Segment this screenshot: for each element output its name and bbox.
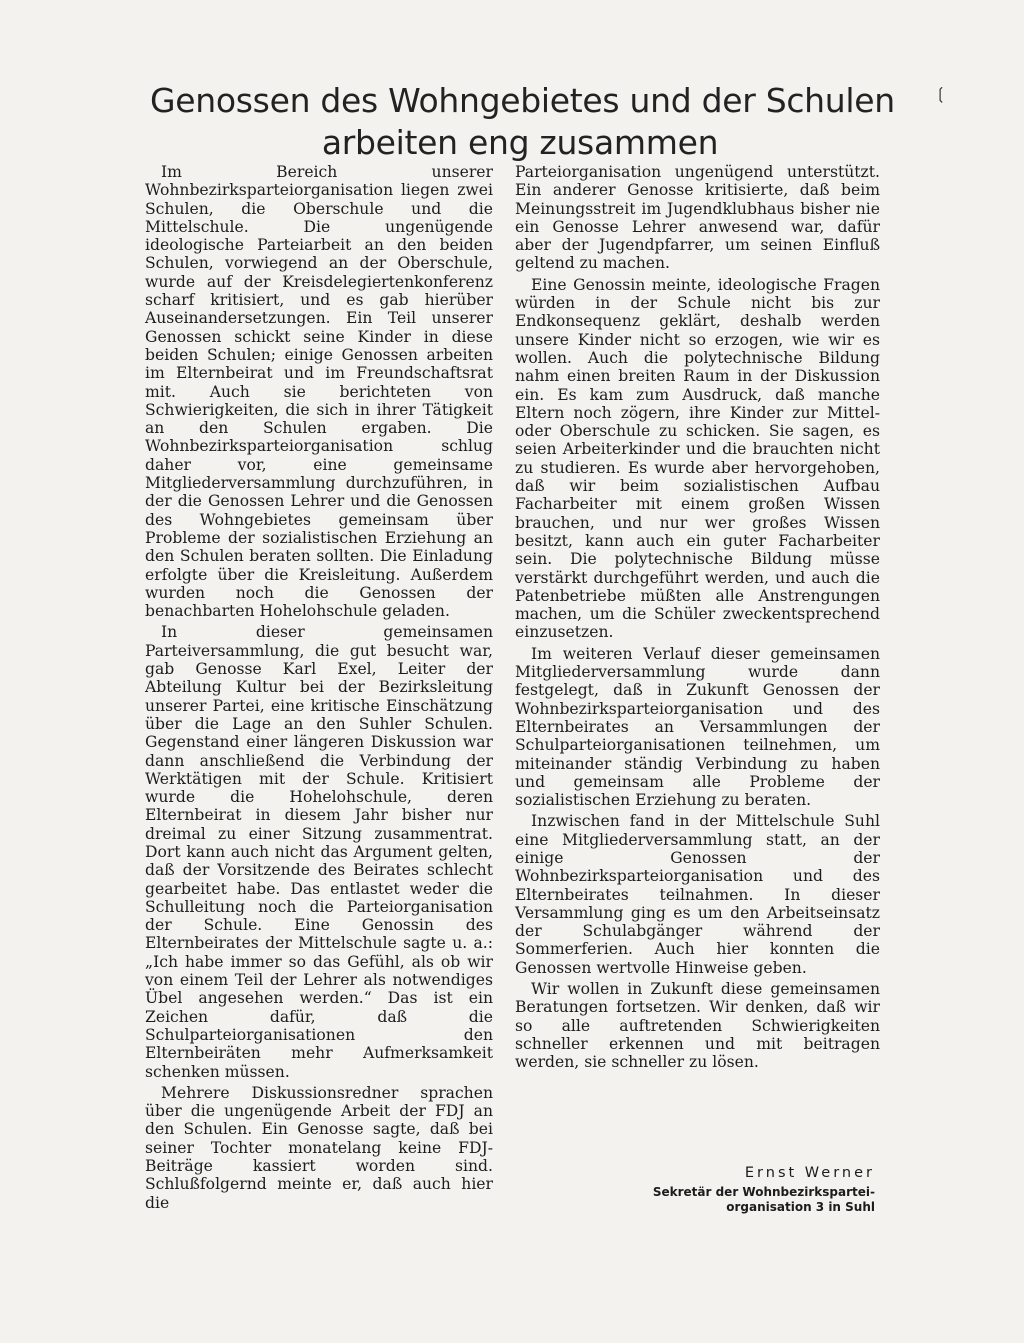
paragraph: Wir wollen in Zukunft diese gemeinsamen Beratungen fortsetzen. Wir denken, daß wir so alle auftretenden Schwierigkeiten schneller erkennen und mit beitragen werden, sie schneller zu lösen.	[515, 980, 880, 1072]
article-title-line-2: arbeiten eng zusammen	[321, 123, 719, 162]
paragraph: Im weiteren Verlauf dieser gemeinsamen Mitgliederversammlung wurde dann festgelegt, daß in Zukunft Genossen der Wohnbezirksparteiorganisation und des Elternbeirates an Versammlungen der Schulparteiorganisationen teilnehmen, um miteinander ständig Verbindung zu haben und gemeinsam alle Probleme der sozialistischen Erziehung zu beraten.	[515, 644, 880, 810]
paragraph: Im Bereich unserer Wohnbezirksparteiorganisation liegen zwei Schulen, die Oberschule und die Mittelschule. Die ungenügende ideologische Parteiarbeit an den beiden Schulen, vorwiegend an der Oberschule, wurde auf der Kreisdelegiertenkonferenz scharf kritisiert, und es gab hierüber Auseinandersetzungen. Ein Teil unserer Genossen schickt seine Kinder in diese beiden Schulen; einige Genossen arbeiten im Elternbeirat und im Freundschaftsrat mit. Auch sie berichteten von Schwierigkeiten, die sich in ihrer Tätigkeit an den Schulen ergaben. Die Wohnbezirksparteiorganisation schlug daher vor, eine gemeinsame Mitgliederversammlung durchzuführen, in der die Genossen Lehrer und die Genossen des Wohngebietes gemeinsam über Probleme der sozialistischen Erziehung an den Schulen beraten sollten. Die Einladung erfolgte über die Kreisleitung. Außerdem wurden noch die Genossen der benachbarten Hohelohschule geladen.	[145, 163, 493, 621]
author-role-line-2: organisation 3 in Suhl	[726, 1200, 875, 1214]
author-name: Ernst Werner	[744, 1165, 875, 1181]
left-column	[145, 163, 493, 1215]
paragraph: Inzwischen fand in der Mittelschule Suhl eine Mitgliederversammlung statt, an der einige Genossen der Wohnbezirksparteiorganisation und des Elternbeirates teilnahmen. In dieser Versammlung ging es um den Arbeitseinsatz der Schulabgänger während der Sommerferien. Auch hier konnten die Genossen wertvolle Hinweise geben.	[515, 812, 880, 977]
margin-mark: ❲	[934, 84, 948, 103]
author-role-line-1: Sekretär der Wohnbezirkspartei-	[652, 1185, 875, 1199]
paragraph: Parteiorganisation ungenügend unterstützt. Ein anderer Genosse kritisierte, daß beim Meinungsstreit im Jugendklubhaus bisher nie ein Genosse Lehrer anwesend war, dafür aber der Jugendpfarrer, um seinen Einfluß geltend zu machen.	[515, 163, 880, 273]
paragraph: Eine Genossin meinte, ideologische Fragen würden in der Schule nicht bis zur Endkonsequenz geklärt, deshalb werden unsere Kinder nicht so erzogen, wie wir es wollen. Auch die polytechnische Bildung nahm einen breiten Raum in der Diskussion ein. Es kam zum Ausdruck, daß manche Eltern noch zögern, ihre Kinder zur Mittel- oder Oberschule zu schicken. Sie sagen, es seien Arbeiterkinder und die brauchten nicht zu studieren. Es wurde aber hervorgehoben, daß wir beim sozialistischen Aufbau Facharbeiter mit einem großen Wissen brauchen, und nur wer großes Wissen besitzt, kann auch ein guter Facharbeiter sein. Die polytechnische Bildung müsse verstärkt durchgeführt werden, und auch die Patenbetriebe müßten alle Anstrengungen machen, um die Schüler zweckentsprechend einzusetzen.	[515, 275, 880, 642]
article-title	[150, 80, 895, 164]
paragraph: In dieser gemeinsamen Parteiversammlung, die gut besucht war, gab Genosse Karl Exel, Leiter der Abteilung Kultur bei der Bezirksleitung unserer Partei, eine kritische Einschätzung über die Lage an den Suhler Schulen. Gegenstand einer längeren Diskussion war dann anschließend die Verbindung der Werktätigen mit der Schule. Kritisiert wurde die Hohelohschule, deren Elternbeirat in diesem Jahr bisher nur dreimal zu einer Sitzung zusammentrat. Dort kann auch nicht das Argument gelten, daß der Vorsitzende des Beirates schlecht gearbeitet habe. Das entlastet weder die Schulleitung noch die Parteiorganisation der Schule. Eine Genossin des Elternbeirates der Mittelschule sagte u. a.: „Ich habe immer so das Gefühl, als ob wir von einem Teil der Lehrer als notwendiges Übel angesehen werden.“ Das ist ein Zeichen dafür, daß die Schulparteiorganisationen den Elternbeiräten mehr Aufmerksamkeit schenken müssen.	[145, 623, 493, 1081]
signature-block	[600, 1165, 875, 1215]
paragraph: Mehrere Diskussionsredner sprachen über die ungenügende Arbeit der FDJ an den Schulen. Ein Genosse sagte, daß bei seiner Tochter monatelang keine FDJ-Beiträge kassiert worden sind. Schlußfolgernd meinte er, daß auch hier die	[145, 1083, 493, 1212]
article-title-line-1: Genossen des Wohngebietes und der Schulen	[150, 81, 895, 120]
right-column	[515, 163, 880, 1075]
